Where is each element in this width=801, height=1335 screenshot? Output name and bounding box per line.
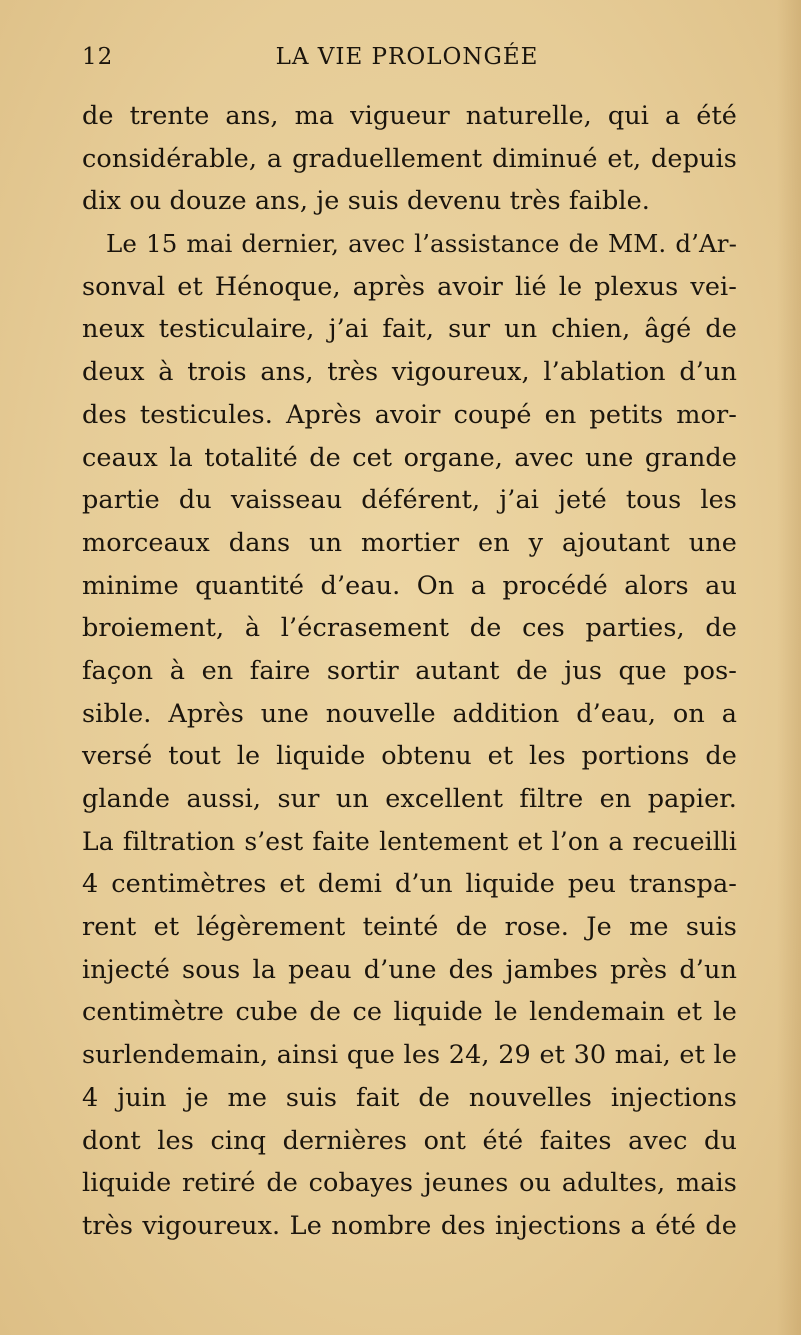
- body-text: [82, 95, 737, 1248]
- text-line: Le 15 mai dernier, avec l’assistance de MM. d’Ar-: [106, 229, 737, 259]
- text-line: injecté sous la peau d’une des jambes près d’un: [82, 954, 737, 985]
- text-line: dix ou douze ans, je suis devenu très faible.: [82, 186, 651, 217]
- text-line: versé tout le liquide obtenu et les portions de: [82, 741, 737, 772]
- text-line: 4 juin je me suis fait de nouvelles injections: [82, 1082, 737, 1113]
- text-line: considérable, a graduellement diminué et, depuis: [82, 143, 737, 174]
- text-line: glande aussi, sur un excellent filtre en papier.: [82, 784, 737, 814]
- page-header: [82, 44, 732, 74]
- text-line: surlendemain, ainsi que les 24, 29 et 30 mai, et le: [82, 1040, 737, 1071]
- text-line: La filtration s’est faite lentement et l’on a recueilli: [82, 826, 737, 856]
- text-line: ceaux la totalité de cet organe, avec une grande: [82, 442, 737, 473]
- text-line: minime quantité d’eau. On a procédé alors au: [82, 570, 737, 601]
- text-line: 4 centimètres et demi d’un liquide peu transpa-: [82, 869, 737, 900]
- text-line: sible. Après une nouvelle addition d’eau, on a: [82, 698, 737, 729]
- page-edge-shadow: [777, 0, 801, 1335]
- running-title: LA VIE PROLONGÉE: [275, 44, 539, 70]
- text-line: liquide retiré de cobayes jeunes ou adultes, mais: [82, 1168, 737, 1199]
- text-line: très vigoureux. Le nombre des injections a été de: [82, 1210, 737, 1241]
- text-line: des testicules. Après avoir coupé en petits mor-: [82, 399, 737, 430]
- text-line: deux à trois ans, très vigoureux, l’ablation d’un: [82, 357, 737, 388]
- text-line: neux testiculaire, j’ai fait, sur un chien, âgé de: [82, 314, 737, 345]
- text-line: façon à en faire sortir autant de jus que pos-: [82, 655, 737, 686]
- text-line: dont les cinq dernières ont été faites avec du: [82, 1125, 737, 1156]
- text-line: centimètre cube de ce liquide le lendemain et le: [82, 997, 737, 1028]
- text-line: sonval et Hénoque, après avoir lié le plexus vei-: [82, 271, 737, 302]
- text-line: morceaux dans un mortier en y ajoutant une: [82, 527, 737, 558]
- text-line: broiement, à l’écrasement de ces parties, de: [82, 613, 737, 644]
- text-line: rent et légèrement teinté de rose. Je me suis: [82, 912, 737, 943]
- text-line: partie du vaisseau déférent, j’ai jeté tous les: [82, 485, 737, 516]
- text-line: de trente ans, ma vigueur naturelle, qui a été: [82, 101, 737, 131]
- page-number: 12: [82, 44, 114, 70]
